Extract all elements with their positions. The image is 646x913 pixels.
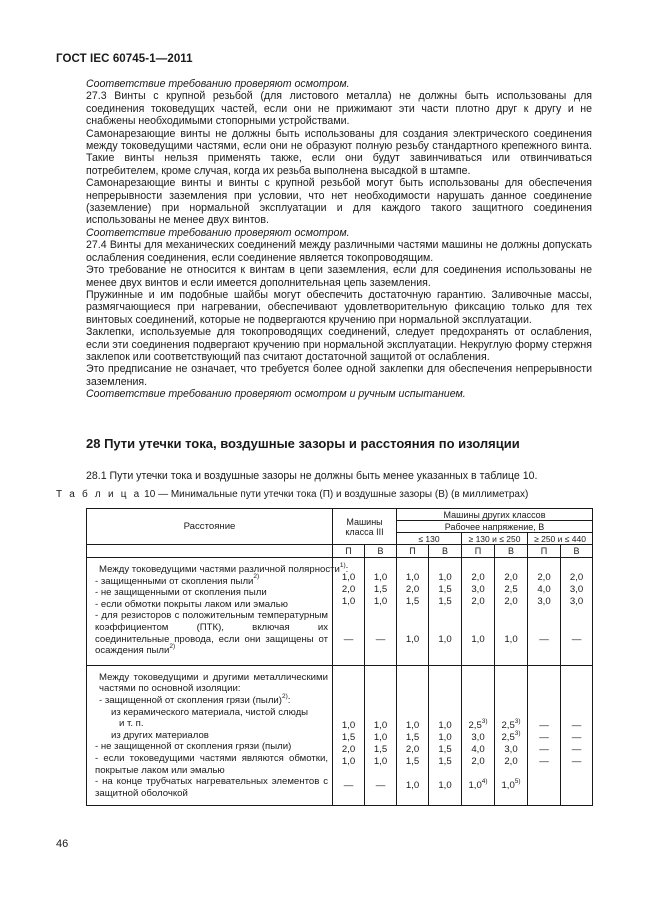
table-cell-value: 3,0 [471, 584, 485, 595]
header-other-classes: Машины других классов [397, 509, 593, 521]
row2-col [495, 665, 528, 806]
table-cell-value: 1,5 [438, 584, 452, 595]
footnote-ref: 5) [514, 777, 521, 785]
table-row [87, 558, 593, 666]
paragraph: Пружинные и им подобные шайбы могут обеспечить достаточную гарантию. Заливочные массы, размягчающиеся при нагревании, обеспечивают удовлетворительную фиксацию только для тех винтовых соединений, которые не подвергаются кручению при нормальной эксплуатации. [86, 288, 592, 326]
row1-item: - если обмотки покрыты лаком или эмалью [95, 598, 288, 610]
table-cell-value: 1,0 [405, 719, 420, 731]
table-cell-value: 1,0 [373, 596, 388, 607]
table-cell-value: 1,5 [438, 743, 452, 755]
row1-item-text: - защищенными от скопления пыли [95, 575, 254, 587]
standard-header: ГОСТ IEC 60745-1—2011 [56, 53, 193, 65]
table-cell-value: 1,5 [341, 731, 356, 743]
table-cell-value: — [539, 755, 549, 767]
section-title: 28 Пути утечки тока, воздушные зазоры и расстояния по изоляции [86, 436, 520, 451]
row1-col [397, 558, 429, 666]
table-cell-value: 1,0 [373, 755, 388, 767]
table-cell-value: — [375, 634, 386, 645]
row2-col [333, 665, 365, 806]
table-cell-value: — [571, 719, 582, 731]
row1-col [429, 558, 462, 666]
table-cell-value: 1,0 [373, 731, 388, 743]
header-empty [87, 545, 333, 558]
row2-line: из других материалов [111, 729, 209, 741]
paragraph: Соответствие требованию проверяют осмотром. [86, 226, 350, 239]
table-cell-value: 1,0 [504, 634, 518, 645]
header-voltage: Рабочее напряжение, В [397, 521, 593, 533]
table-cell-value: 1,5 [438, 755, 452, 767]
header-b: В [365, 545, 397, 558]
footnote-ref: 2) [281, 692, 288, 700]
table-cell-value: 2,0 [537, 572, 551, 583]
table-cell-value: 2,0 [471, 755, 485, 767]
row2-line: - если токоведущими частями являются обмотки, покрытые лаком или эмалью [95, 752, 328, 776]
paragraph: 27.4 Винты для механических соединений между различными частями машины не должны допускать ослабления соединения, если соединение является токопроводящим. [86, 239, 592, 264]
table-cell-value: 1,5 [438, 596, 452, 607]
paragraph: Соответствие требованию проверяют осмотром. [86, 78, 350, 90]
footnote-ref: 2) [169, 642, 176, 650]
table-cell-value: 2,0 [569, 572, 584, 583]
table-cell-value: 1,0 [405, 572, 420, 583]
table-caption-text: 10 — Минимальные пути утечки тока (П) и воздушные зазоры (В) (в миллиметрах) [144, 489, 529, 500]
table-cell-value: — [539, 731, 549, 743]
table-cell-value: 2,5$^{3)}$ [501, 729, 521, 743]
table-cell-value: 2,0 [405, 743, 420, 755]
row2-col [365, 665, 397, 806]
row1-title: Между токоведущими частями различной полярности$^{1)}$: [99, 561, 349, 575]
header-class3-line: класса III [345, 526, 384, 537]
table-cell-value: 3,0 [471, 731, 485, 743]
table-cell-value: — [343, 634, 354, 645]
header-b: В [495, 545, 528, 558]
header-p: П [397, 545, 429, 558]
table-cell-value: 1,0 [405, 634, 420, 645]
row1-col [528, 558, 561, 666]
paragraph: Это требование не относится к винтам в цепи заземления, если для соединения использованы не менее двух винтов и если имеется дополнительная цепь заземления. [86, 264, 592, 289]
table-cell-value: 2,0 [504, 572, 518, 583]
table-caption [56, 489, 528, 500]
table-cell-value: — [539, 634, 549, 645]
row2-title: Между токоведущими и другими металлическими частями по основной изоляции: [99, 671, 328, 695]
table-cell-value: — [571, 743, 582, 755]
header-distance: Расстояние [87, 509, 333, 545]
table-cell-value: 2,0 [504, 596, 518, 607]
row2-col [397, 665, 429, 806]
row2-description [87, 665, 333, 806]
header-b: В [561, 545, 593, 558]
row2-line: из керамического материала, чистой слюды [111, 706, 309, 718]
row1-title-text: Между токоведущими частями различной полярности [99, 564, 340, 575]
table-caption-prefix: Т а б л и ц а [56, 489, 142, 500]
table-cell-value: 2,0 [504, 755, 518, 767]
row2-col [462, 665, 495, 806]
table-cell-value: 2,0 [471, 596, 485, 607]
table-cell-value: 1,5 [373, 743, 388, 755]
header-p: П [462, 545, 495, 558]
table-cell-value: — [571, 755, 582, 767]
table-cell-value: 2,0 [341, 584, 356, 595]
table-cell-value: — [539, 719, 549, 731]
table-cell-value: 1,0 [438, 779, 452, 791]
footnote-ref: 2) [253, 573, 260, 581]
table-cell-value: 4,0 [471, 743, 485, 755]
table-cell-value: 3,0 [504, 743, 518, 755]
row2-col [429, 665, 462, 806]
header-class3 [333, 509, 397, 545]
table-cell-value: 2,0 [471, 572, 485, 583]
table-cell-value: 1,0 [341, 719, 356, 731]
table-row [87, 665, 593, 806]
row1-item [91, 573, 328, 588]
header-pb-row [87, 545, 593, 558]
paragraph: Самонарезающие винты и винты с крупной резьбой могут быть использованы для обеспечения непрерывности заземления при условии, что нет необходимости нарушать данное соединение (заземление) при нормальной эксплуатации и для каждого такого защитного соединения использованы не менее двух винтов. [86, 177, 592, 227]
table-cell-value: 2,0 [405, 584, 420, 595]
table-cell-value: 1,5 [373, 584, 388, 595]
row2-line: и т. п. [119, 718, 144, 730]
table-cell-value: — [375, 779, 386, 791]
table-cell-value: 1,0 [373, 719, 388, 731]
table-cell-value: 2,5$^{3)}$ [468, 717, 488, 731]
table-cell-value: 1,5 [405, 596, 420, 607]
table-cell-value: 1,0$^{4)}$ [468, 777, 488, 791]
header-voltage-2: ≥ 130 и ≤ 250 [462, 533, 528, 545]
row1-col [495, 558, 528, 666]
header-b: В [429, 545, 462, 558]
table-cell-value: 3,0 [537, 596, 551, 607]
footnote-ref: 1) [339, 561, 346, 569]
row2-col [528, 665, 561, 806]
table-cell-value: 1,0 [438, 572, 452, 583]
table-cell-value: 1,0 [471, 634, 485, 645]
footnote-ref: 3) [481, 717, 488, 725]
header-class3-line: Машины [346, 516, 383, 527]
row2-col [561, 665, 593, 806]
table-cell-value: 3,0 [569, 584, 584, 595]
table-cell-value: 1,0 [341, 572, 356, 583]
header-p: П [333, 545, 365, 558]
table-cell-value: 1,0 [438, 731, 452, 743]
table-cell-value: 2,5$^{3)}$ [501, 717, 521, 731]
footnote-ref: 3) [514, 717, 521, 725]
table-cell-value: 1,0 [405, 779, 420, 791]
header-voltage-1: ≤ 130 [397, 533, 462, 545]
table-cell-value: 1,0 [373, 572, 388, 583]
table-cell-value: 2,0 [341, 743, 356, 755]
row1-col [333, 558, 365, 666]
table-cell-value: 1,5 [405, 755, 420, 767]
header-voltage-3: ≥ 250 и ≤ 440 [528, 533, 593, 545]
paragraph: Это предписание не означает, что требуется более одной заклепки для обеспечения непрерывности заземления. [86, 363, 592, 388]
header-p: П [528, 545, 561, 558]
row2-line: - на конце трубчатых нагревательных элементов с защитной оболочкой [95, 776, 328, 799]
table-cell-value: 1,0 [438, 719, 452, 731]
clearance-table [86, 508, 593, 806]
table-cell-value: — [539, 743, 549, 755]
table-cell-value: 1,0$^{5)}$ [501, 777, 521, 791]
row2-line: - не защищенной от скопления грязи (пыли) [95, 741, 292, 753]
table-cell-value: 1,0 [341, 755, 356, 767]
row1-col [561, 558, 593, 666]
footnote-ref: 4) [481, 777, 488, 785]
paragraph: Заклепки, используемые для токопроводящих соединений, следует предохранять от ослабления, если эти соединения подвергают кручению при нормальной эксплуатации. Некруглую форму стержня заклепок или соответствующий паз считают достаточной защитой от ослабления. [86, 326, 592, 363]
page-number: 46 [56, 838, 69, 850]
row1-item-text: - для резисторов с положительным температурным коэффициентом (ПТК), включая их соединительные провода, если они защищены от осаждения пыли [95, 610, 328, 657]
table-cell-value: 1,5 [405, 731, 420, 743]
section-intro: 28.1 Пути утечки тока и воздушные зазоры не должны быть менее указанных в таблице 10. [86, 470, 538, 482]
row2-line-text: - защищенной от скопления грязи (пыли) [99, 694, 282, 706]
table-cell-value: 3,0 [569, 596, 584, 607]
table-cell-value: 4,0 [537, 584, 551, 595]
row1-item [91, 610, 328, 656]
table-cell-value: 2,5 [504, 584, 518, 595]
paragraph: 27.3 Винты с крупной резьбой (для листового металла) не должны быть использованы для соединения токоведущих частей, если они не прижимают эти части плотно друг к другу и не снабжены необходимыми стопорными устройствами. [86, 90, 592, 128]
table-cell-value: 1,0 [438, 634, 452, 645]
footnote-ref: 3) [514, 729, 521, 737]
row1-col [365, 558, 397, 666]
paragraph: Самонарезающие винты не должны быть использованы для создания электрического соединения между токоведущими частями, если они не образуют полную резьбу стандартного крепежного винта. Такие винты нельзя применять также, если они будут завинчиваться или отвинчиваться потребителем, кроме случая, когда их резьба выполнена высадкой в штампе. [86, 127, 592, 177]
body-text [86, 78, 592, 401]
row1-col [462, 558, 495, 666]
row2-line: - защищенной от скопления грязи (пыли)$^{2)}$: [99, 692, 291, 706]
paragraph: Соответствие требованию проверяют осмотром и ручным испытанием. [86, 388, 466, 401]
table-cell-value: — [571, 634, 582, 645]
table-cell-value: — [571, 731, 582, 743]
table-cell-value: 1,0 [341, 596, 356, 607]
table-cell-value: — [343, 779, 354, 791]
row1-item: - не защищенными от скопления пыли [95, 587, 267, 599]
